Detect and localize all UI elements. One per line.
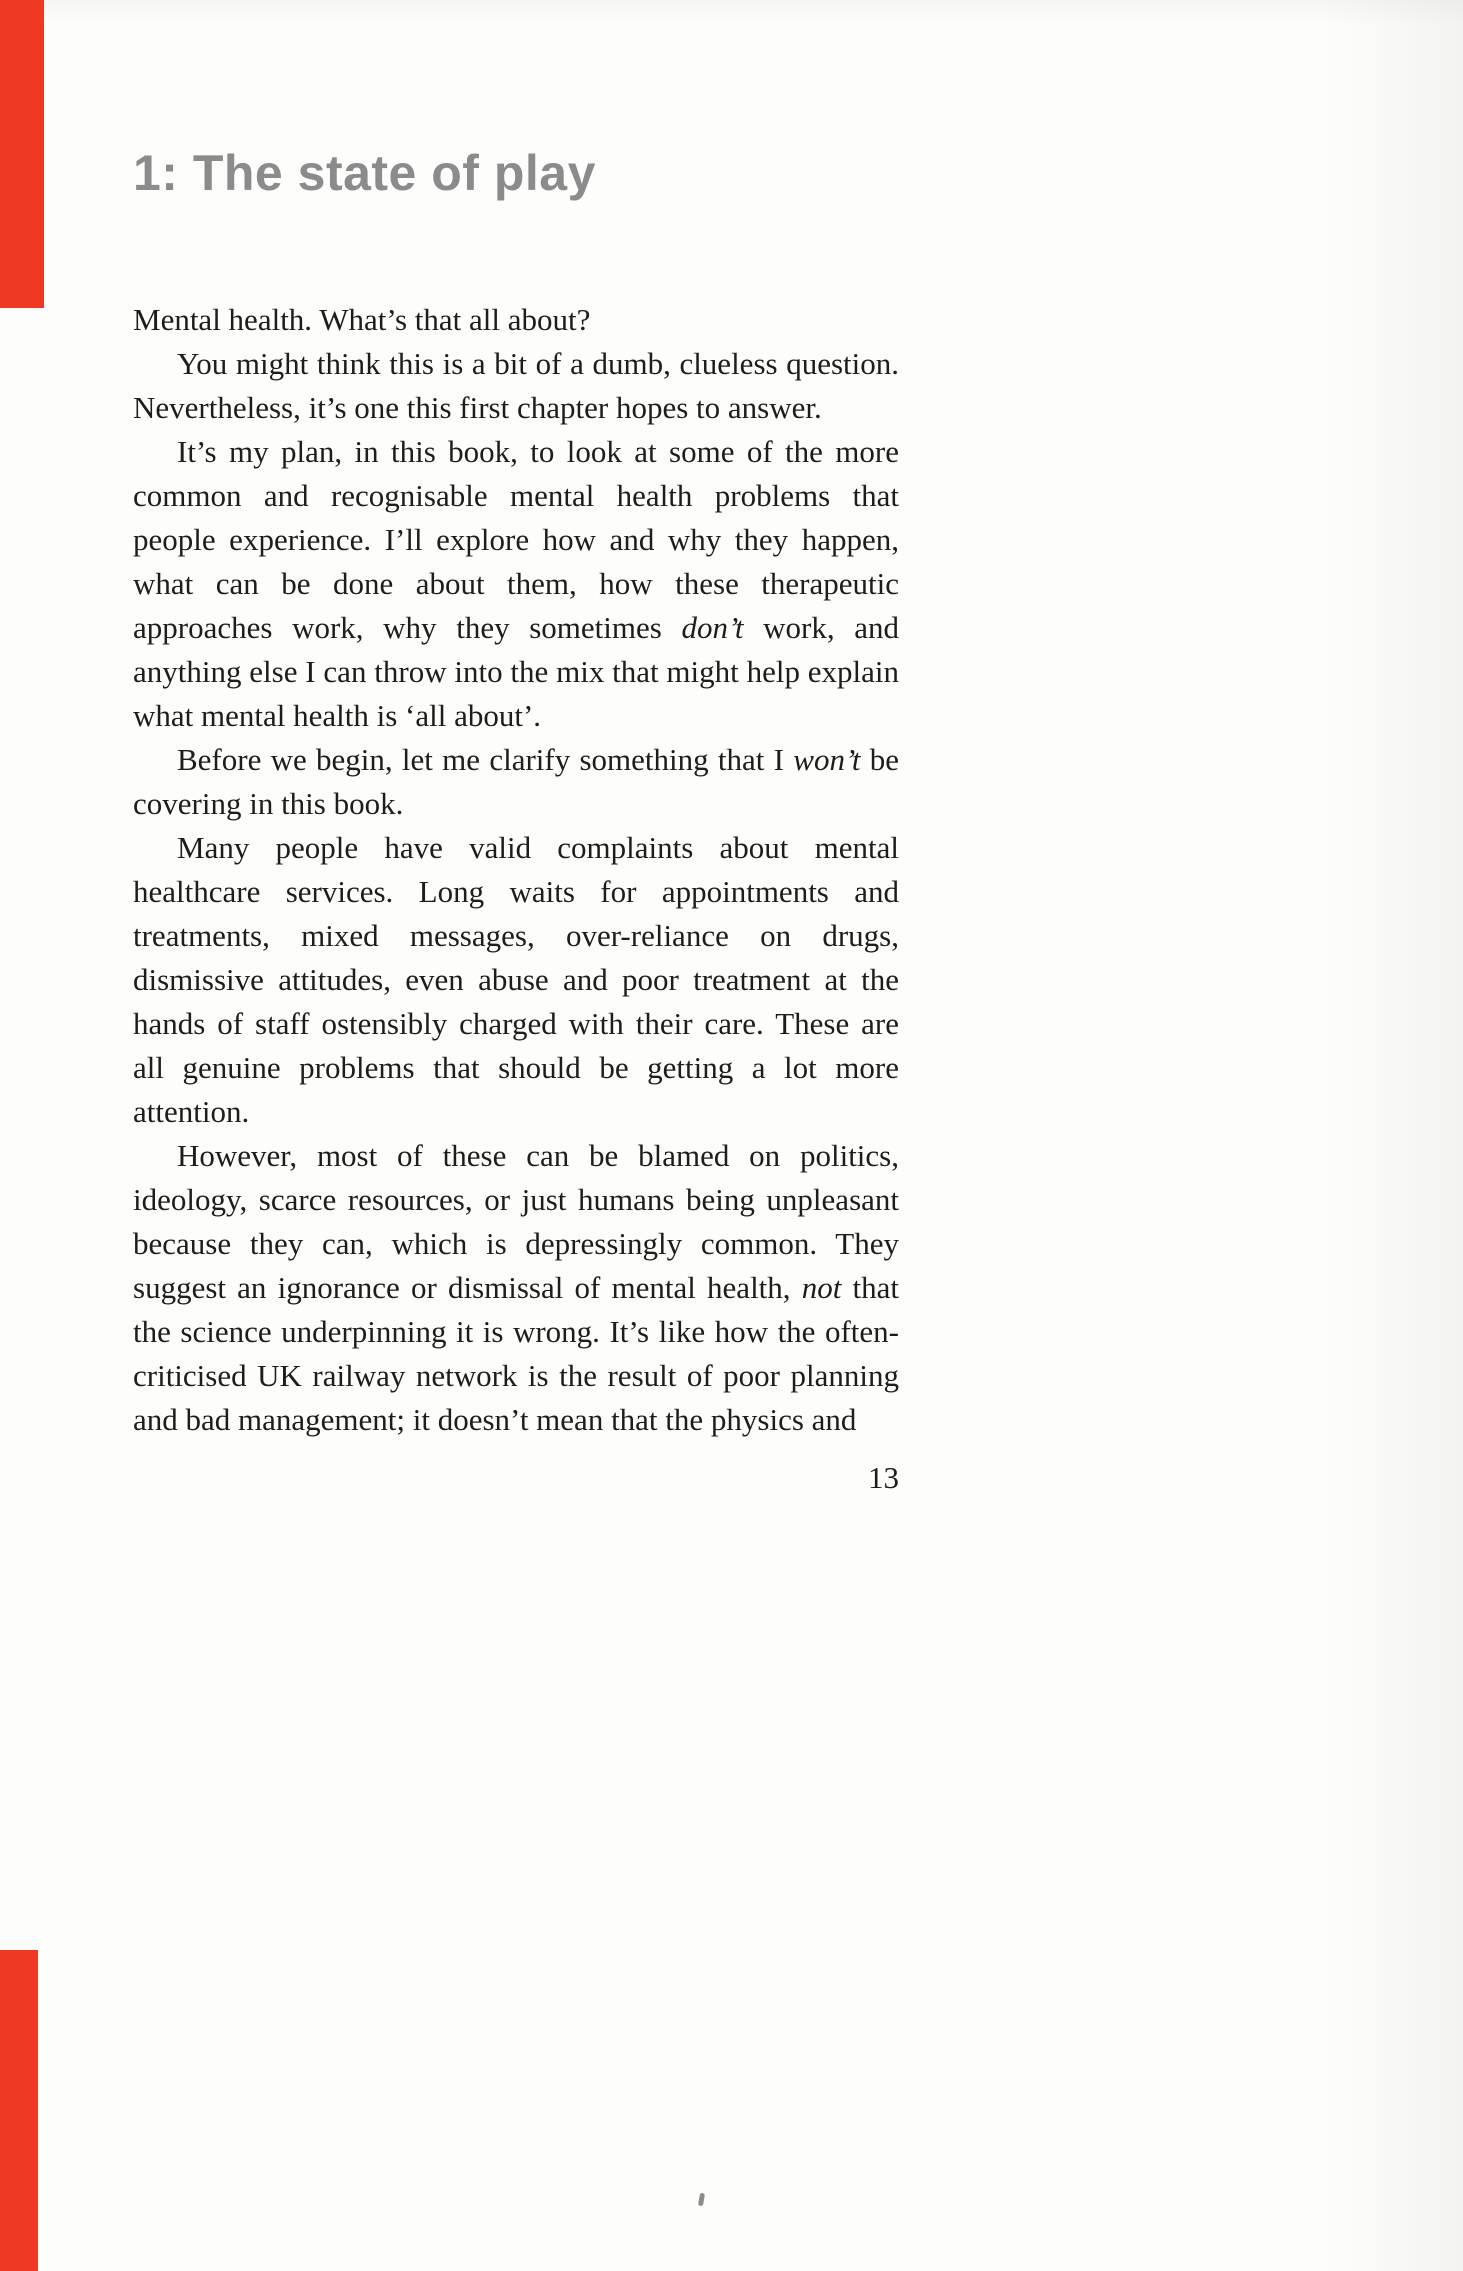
- spine-stripe-bottom: [0, 1950, 38, 2271]
- paragraph: Many people have valid complaints about mental healthcare services. Long waits for appointments and treatments, mixed messages, over-reliance on drugs, dismissive attitudes, even abuse and poor treatment at the hands of staff ostensibly charged with their care. These are all genuine problems that should be getting a lot more attention.: [133, 830, 899, 1129]
- page-number: 13: [868, 1460, 899, 1495]
- scan-artifact: [698, 2193, 705, 2207]
- spine-stripe-top: [0, 0, 44, 308]
- paragraph: However, most of these can be blamed on politics, ideology, scarce resources, or just humans being unpleasant because they can, which is depressingly common. They suggest an ignorance or dismissal of mental health, not that the science underpinning it is wrong. It’s like how the often-criticised UK railway network is the result of poor planning and bad management; it doesn’t mean that the physics and: [133, 1138, 899, 1437]
- paragraph: Before we begin, let me clarify something that I won’t be covering in this book.: [133, 742, 899, 821]
- paragraph: You might think this is a bit of a dumb, clueless question. Nevertheless, it’s one this first chapter hopes to answer.: [133, 346, 899, 425]
- chapter-heading: 1: The state of play: [133, 145, 596, 201]
- page-content: [133, 146, 899, 1500]
- paragraph: Mental health. What’s that all about?: [133, 302, 591, 337]
- scan-shadow-right: [1323, 0, 1463, 2271]
- paragraph: It’s my plan, in this book, to look at some of the more common and recognisable mental health problems that people experience. I’ll explore how and why they happen, what can be done about them, how these therapeutic approaches work, why they sometimes don’t work, and anything else I can throw into the mix that might help explain what mental health is ‘all about’.: [133, 434, 899, 733]
- body-text: [133, 298, 899, 1442]
- scan-shadow-top: [0, 0, 1463, 26]
